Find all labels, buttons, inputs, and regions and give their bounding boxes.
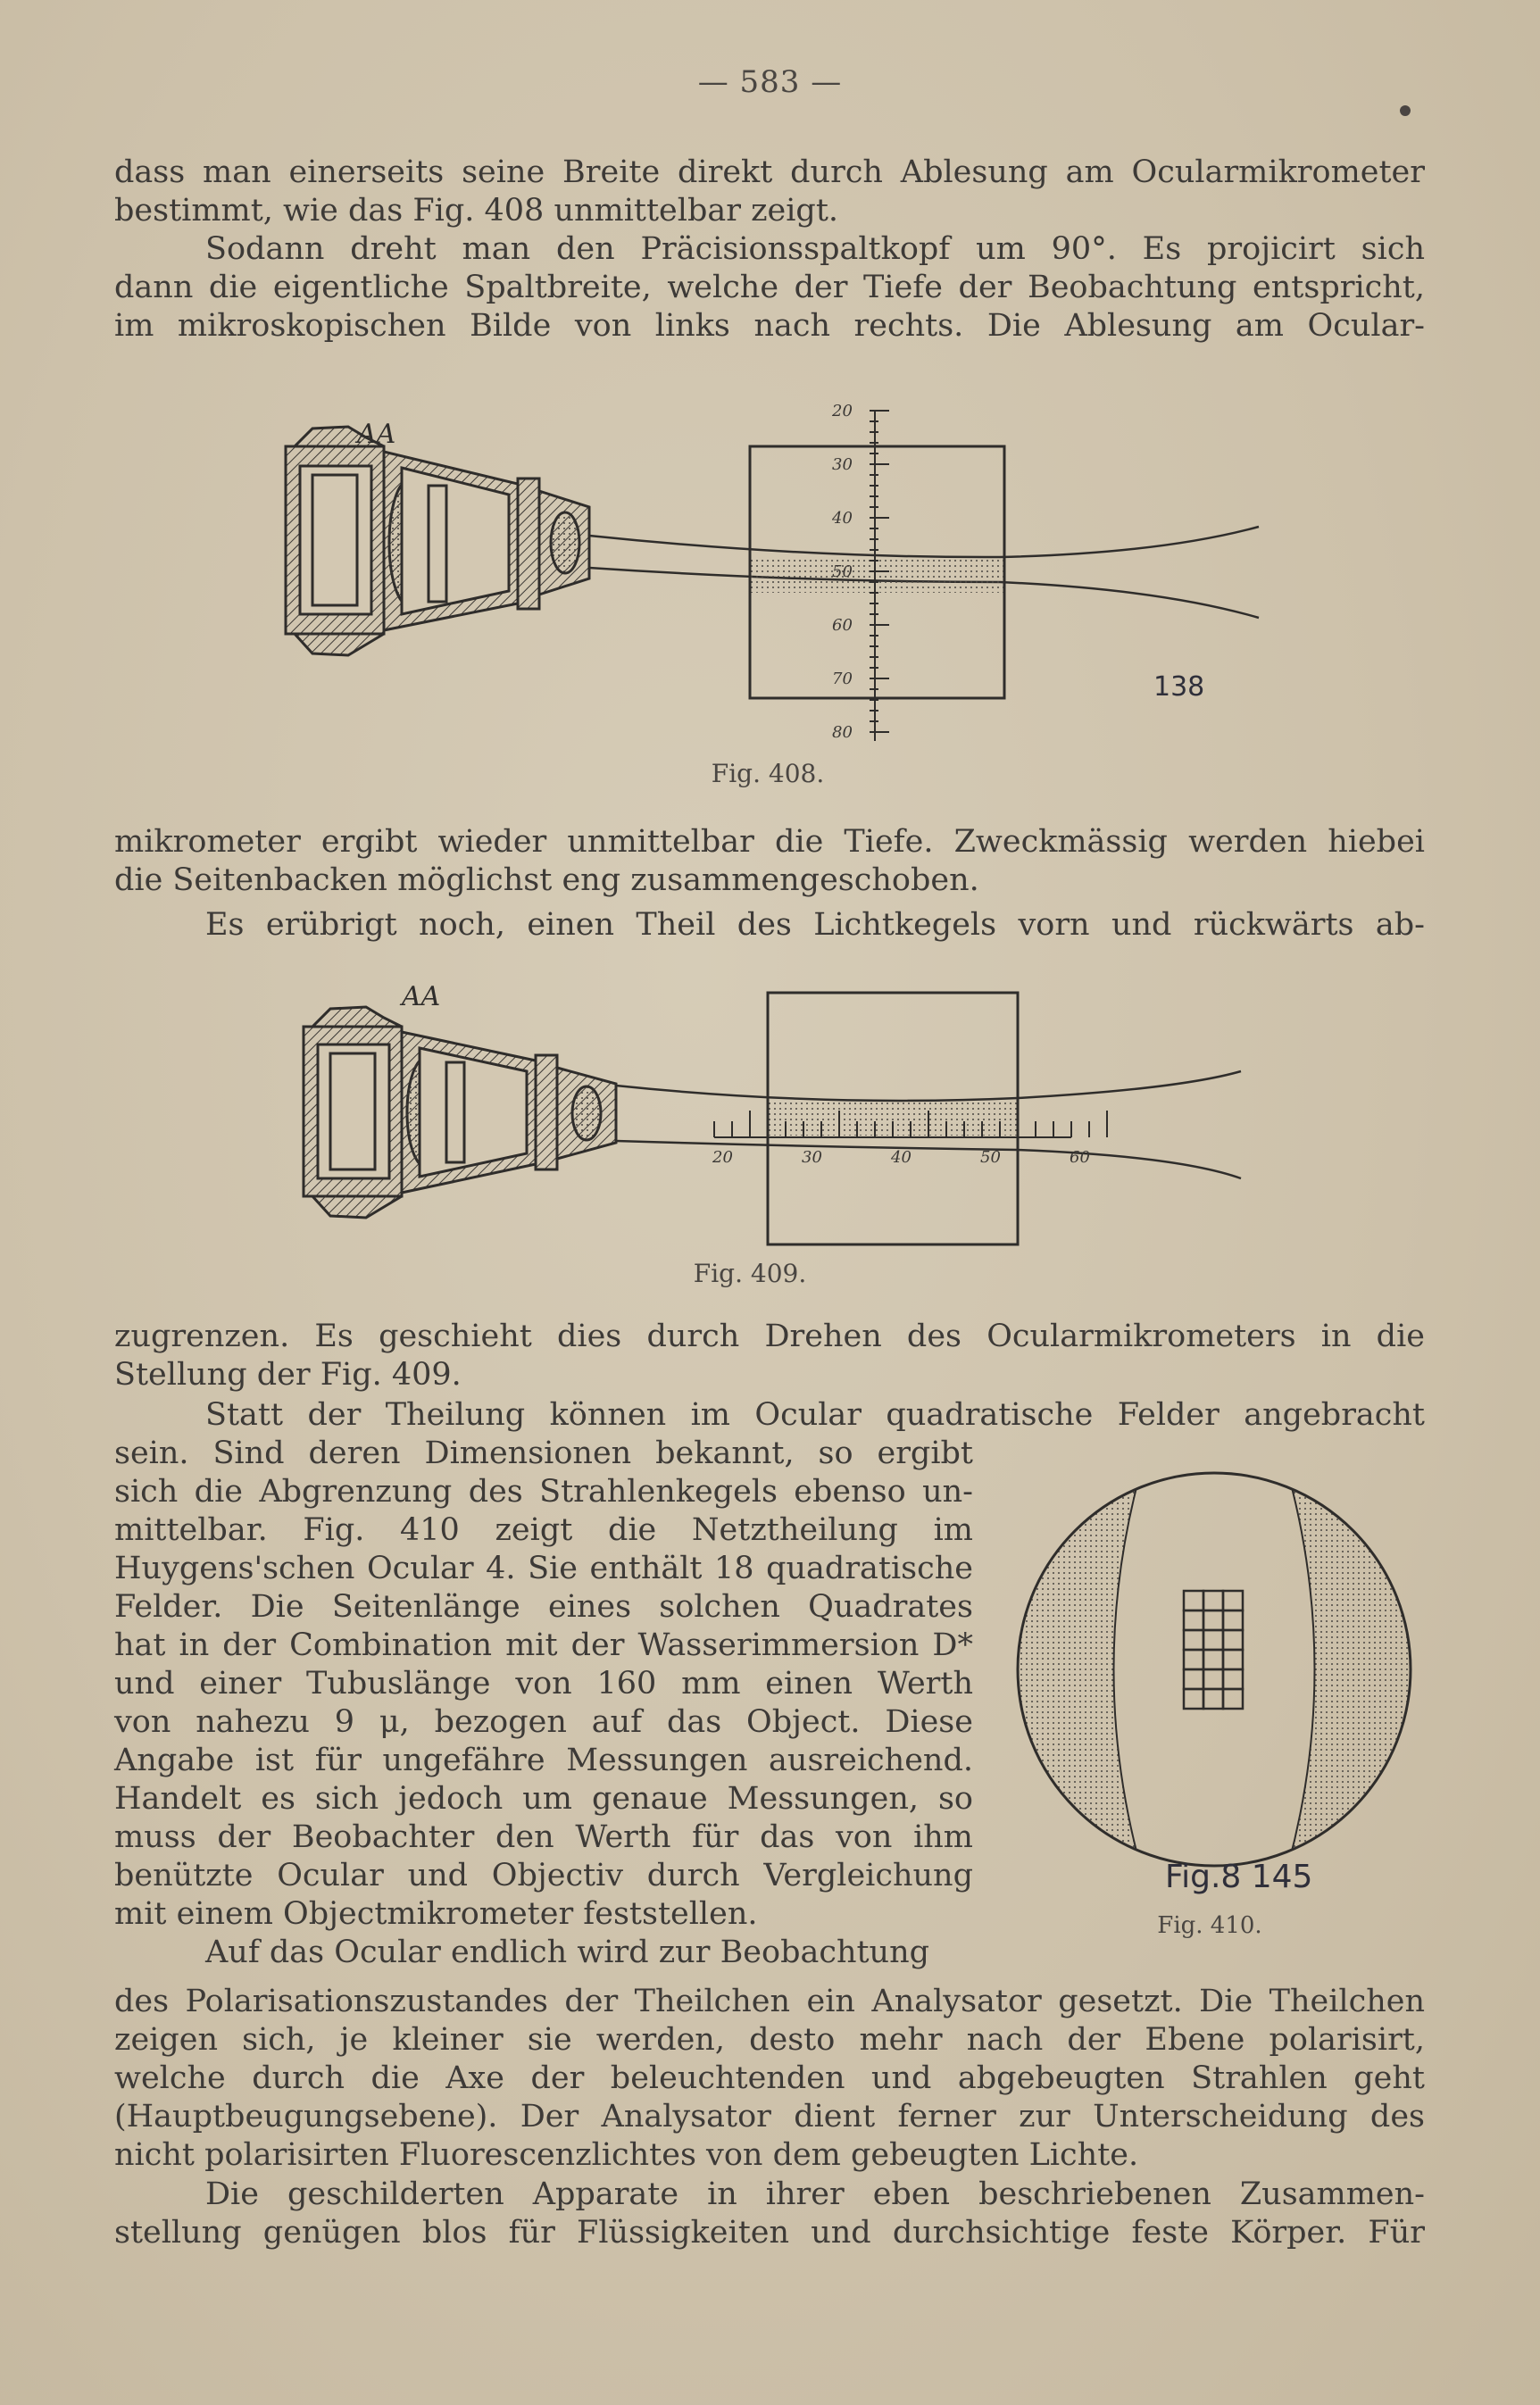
grid-square xyxy=(1203,1610,1223,1630)
scale-label: 20 xyxy=(832,402,853,420)
text-line: Die geschilderten Apparate in ihrer eben beschriebenen Zusammen- xyxy=(205,2176,1425,2212)
text-line: Stellung der Fig. 409. xyxy=(114,1357,462,1393)
grid-square xyxy=(1203,1650,1223,1669)
paragraph-1 xyxy=(114,154,1425,230)
text-line: hat in der Combination mit der Wasserimmersion D* xyxy=(114,1627,973,1663)
grid-square xyxy=(1184,1650,1203,1669)
paragraph-5 xyxy=(114,1318,1425,1394)
text-line: mikrometer ergibt wieder unmittelbar die Tiefe. Zweckmässig werden hiebei xyxy=(114,824,1425,860)
text-line: mit einem Objectmikrometer feststellen. xyxy=(114,1896,758,1932)
figure-409 xyxy=(286,973,1294,1259)
text-line: stellung genügen blos für Flüssigkeiten und durchsichtige feste Körper. Für xyxy=(114,2215,1425,2251)
text-line: Sodann dreht man den Präcisionsspaltkopf um 90°. Es projicirt sich xyxy=(205,231,1425,267)
eyepiece-drawing xyxy=(304,1007,616,1218)
scale-label: 20 xyxy=(712,1148,733,1167)
text-line: die Seitenbacken möglichst eng zusammengeschoben. xyxy=(114,862,979,898)
scale-label: 50 xyxy=(980,1148,1001,1167)
net-grid xyxy=(1184,1591,1243,1709)
text-line: Huygens'schen Ocular 4. Sie enthält 18 quadratische xyxy=(114,1551,973,1586)
handwritten-figure-note: Fig.8 145 xyxy=(1165,1859,1313,1895)
figure-410 xyxy=(1009,1464,1419,1875)
text-line: zeigen sich, je kleiner sie werden, desto mehr nach der Ebene polarisirt, xyxy=(114,2022,1425,2058)
scale-label: 30 xyxy=(832,455,853,474)
paragraph-7 xyxy=(114,1983,1425,2175)
eyepiece-drawing xyxy=(286,427,589,655)
text-line: dass man einerseits seine Breite direkt durch Ablesung am Ocularmikrometer xyxy=(114,154,1425,190)
grid-square xyxy=(1184,1669,1203,1689)
text-line: Statt der Theilung können im Ocular quadratische Felder angebracht xyxy=(205,1397,1425,1433)
grid-square xyxy=(1184,1689,1203,1709)
stippled-band xyxy=(750,557,1004,593)
paragraph-6 xyxy=(114,1396,1425,1435)
text-line: welche durch die Axe der beleuchtenden und abgebeugten Strahlen geht xyxy=(114,2060,1425,2096)
paragraph-3 xyxy=(114,823,1425,900)
text-line: Handelt es sich jedoch um genaue Messungen, so xyxy=(114,1781,973,1817)
figure-408 xyxy=(268,393,1294,768)
text-line: und einer Tubuslänge von 160 mm einen Werth xyxy=(114,1666,973,1702)
text-line: sein. Sind deren Dimensionen bekannt, so ergibt xyxy=(114,1436,973,1471)
text-line: sich die Abgrenzung des Strahlenkegels ebenso un- xyxy=(114,1474,973,1510)
text-line: zugrenzen. Es geschieht dies durch Drehen des Ocularmikrometers in die xyxy=(114,1319,1425,1354)
scale-label: 70 xyxy=(832,670,853,688)
text-line: Es erübrigt noch, einen Theil des Lichtkegels vorn und rückwärts ab- xyxy=(205,907,1425,943)
fig408-caption: Fig. 408. xyxy=(711,759,825,788)
paragraph-4 xyxy=(114,906,1425,945)
handwritten-number: 138 xyxy=(1153,671,1205,703)
fig410-caption: Fig. 410. xyxy=(1157,1912,1262,1939)
paragraph-6-column xyxy=(114,1435,973,1972)
text-line: Auf das Ocular endlich wird zur Beobachtung xyxy=(205,1935,930,1970)
text-line: (Hauptbeugungsebene). Der Analysator dient ferner zur Unterscheidung des xyxy=(114,2099,1425,2135)
text-line: muss der Beobachter den Werth für das von ihm xyxy=(114,1819,973,1855)
scale-label: 50 xyxy=(832,562,853,581)
fig409-caption: Fig. 409. xyxy=(693,1259,807,1288)
label-aa: AA xyxy=(402,981,441,1012)
text-line: nicht polarisirten Fluorescenzlichtes von dem gebeugten Lichte. xyxy=(114,2137,1139,2173)
text-line: Angabe ist für ungefähre Messungen ausreichend. xyxy=(114,1743,973,1778)
grid-square xyxy=(1223,1630,1243,1650)
grid-square xyxy=(1223,1669,1243,1689)
scale-label: 40 xyxy=(891,1148,912,1167)
text-line: von nahezu 9 μ, bezogen auf das Object. Diese xyxy=(114,1704,973,1740)
scale-labels xyxy=(831,402,853,742)
paragraph-2 xyxy=(114,230,1425,345)
grid-square xyxy=(1184,1591,1203,1610)
grid-square xyxy=(1223,1650,1243,1669)
grid-square xyxy=(1223,1689,1243,1709)
grid-square xyxy=(1184,1630,1203,1650)
label-aa: AA xyxy=(357,419,396,450)
grid-square xyxy=(1203,1591,1223,1610)
scale-label: 60 xyxy=(832,616,853,635)
grid-square xyxy=(1223,1591,1243,1610)
grid-square xyxy=(1223,1610,1243,1630)
scale-label: 30 xyxy=(802,1148,822,1167)
text-line: im mikroskopischen Bilde von links nach rechts. Die Ablesung am Ocular- xyxy=(114,308,1425,344)
text-line: mittelbar. Fig. 410 zeigt die Netztheilung im xyxy=(114,1512,973,1548)
paragraph-8 xyxy=(114,2176,1425,2252)
text-line: benützte Ocular und Objectiv durch Vergleichung xyxy=(114,1858,973,1893)
grid-square xyxy=(1203,1630,1223,1650)
scale-label: 40 xyxy=(832,509,853,528)
text-line: des Polarisationszustandes der Theilchen ein Analysator gesetzt. Die Theilchen xyxy=(114,1984,1425,2019)
ink-spot xyxy=(1400,105,1411,116)
page-number: — 583 — xyxy=(697,64,843,100)
scale-label: 60 xyxy=(1070,1148,1090,1167)
scale-ticks xyxy=(870,411,889,732)
text-line: dann die eigentliche Spaltbreite, welche der Tiefe der Beobachtung entspricht, xyxy=(114,270,1425,305)
text-line: bestimmt, wie das Fig. 408 unmittelbar zeigt. xyxy=(114,193,839,229)
grid-square xyxy=(1203,1689,1223,1709)
scale-label: 80 xyxy=(832,723,853,742)
grid-square xyxy=(1184,1610,1203,1630)
text-line: Felder. Die Seitenlänge eines solchen Quadrates xyxy=(114,1589,973,1625)
grid-square xyxy=(1203,1669,1223,1689)
